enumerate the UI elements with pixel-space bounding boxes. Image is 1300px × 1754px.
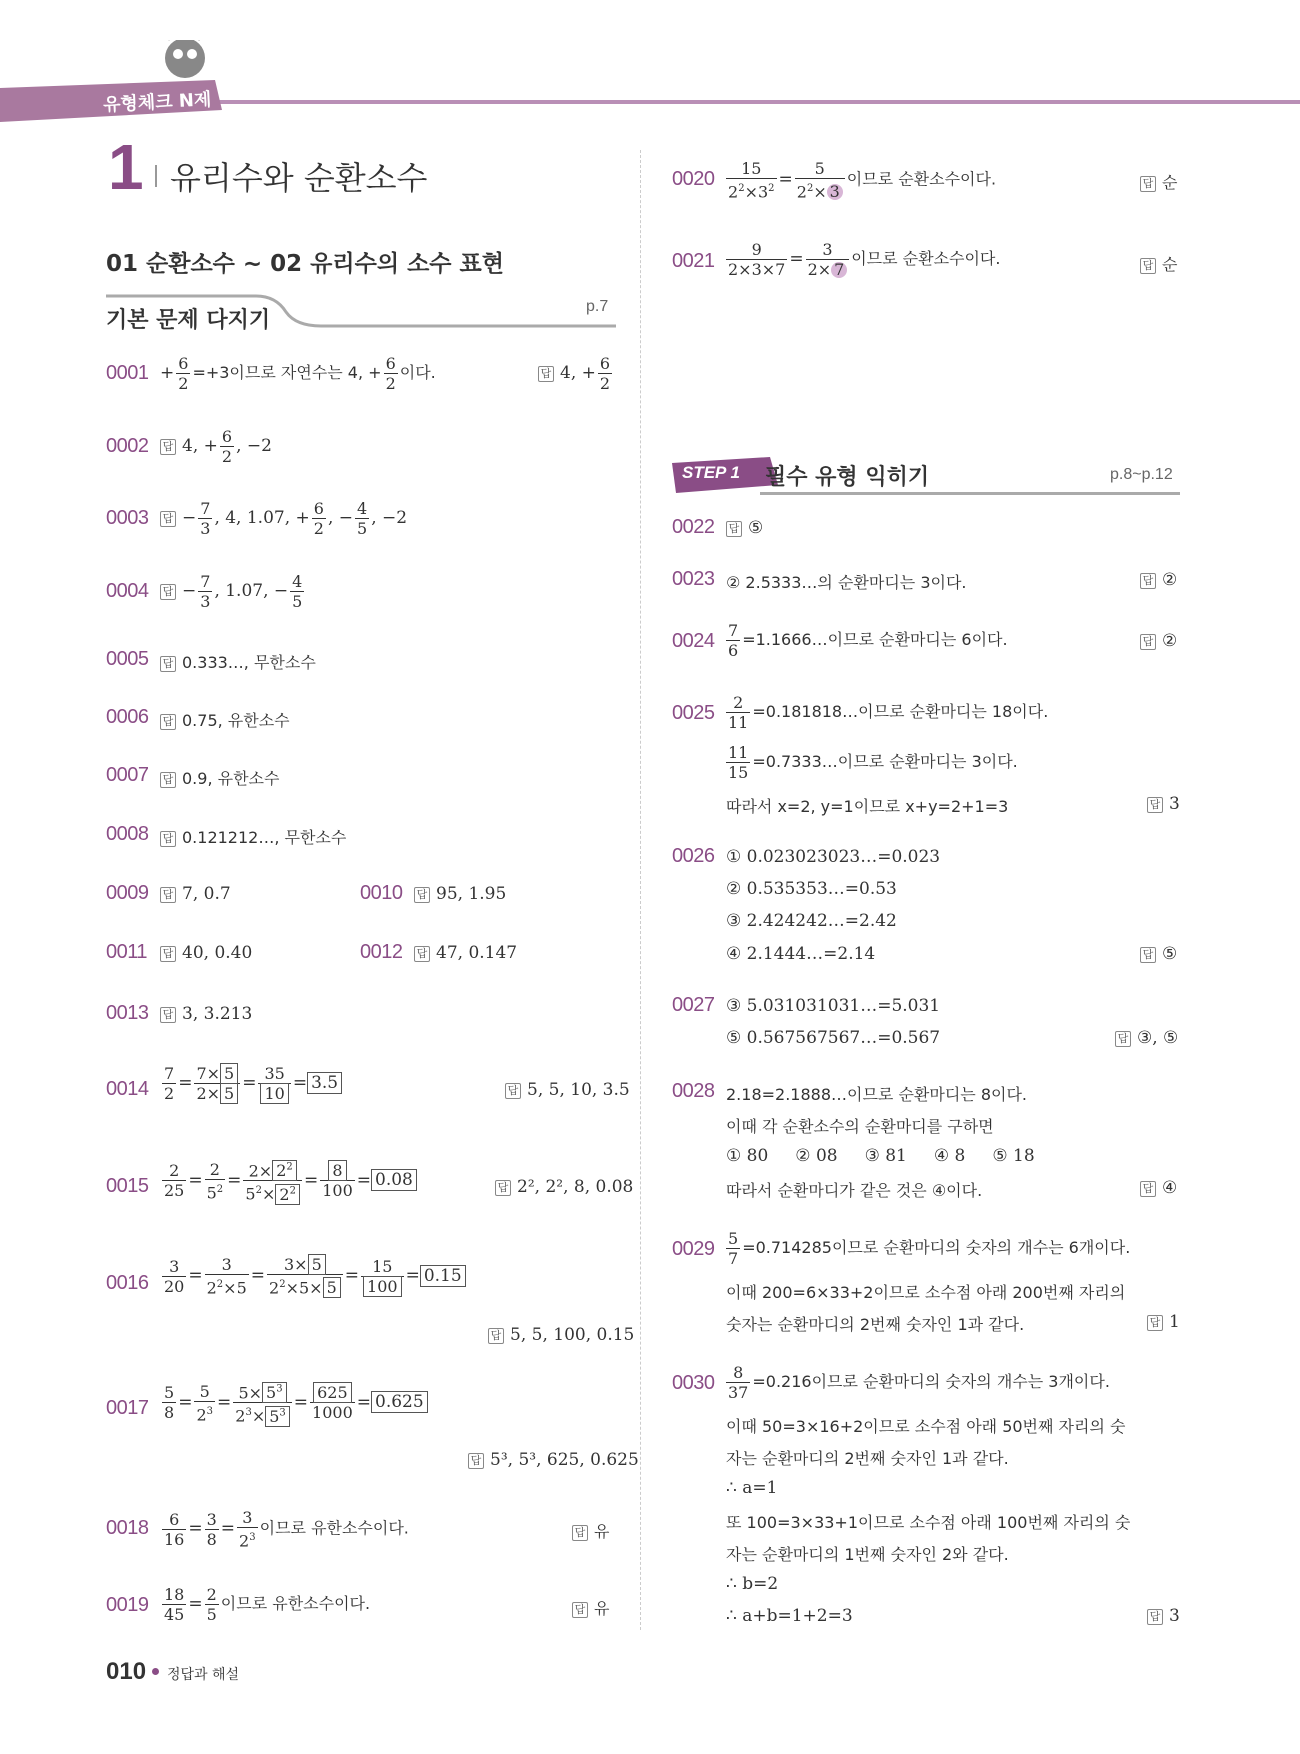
- p0028-ans: ④: [1162, 1178, 1178, 1198]
- p0002-a: 4, +: [182, 436, 218, 456]
- problem-number: 0007: [106, 764, 149, 786]
- problem-number: 0018: [106, 1517, 149, 1539]
- answer-mark: 답: [572, 1602, 588, 1618]
- problem-number: 0006: [106, 706, 149, 728]
- problem-0030-line6: 자는 순환마디의 1번째 숫자인 2와 같다.: [726, 1545, 1009, 1564]
- basic-page: p.7: [586, 298, 609, 315]
- p0022-ans: ⑤: [748, 518, 764, 538]
- problem-0030-line1: $\frac{8}{37}$ =0.216이므로 순환마디의 숫자의 개수는 3개이다.: [728, 1363, 1110, 1402]
- problem-0030-line5: 또 100=3×33+1이므로 소수점 아래 100번째 자리의 숫: [726, 1513, 1131, 1532]
- problem-0025-line3: 따라서 x=2, y=1이므로 x+y=2+1=3: [726, 797, 1009, 816]
- answer-mark: 답: [1147, 1609, 1163, 1625]
- p0011-text: 40, 0.40: [182, 943, 253, 963]
- problem-0026-answer: [1140, 944, 1177, 964]
- p0015-ans: 2², 2², 8, 0.08: [517, 1177, 634, 1197]
- answer-mark: 답: [495, 1180, 511, 1196]
- p0001-tail: 이다.: [399, 363, 436, 382]
- p0009-text: 7, 0.7: [182, 884, 231, 904]
- problem-0015-answer: [495, 1177, 633, 1197]
- answer-mark: 답: [1115, 1031, 1131, 1047]
- problem-0030-line2: 이때 50=3×16+2이므로 소수점 아래 50번째 자리의 숫: [726, 1417, 1126, 1436]
- problem-0021-body: $\frac{9}{2\times 3\times 7}$ = $\frac{3}{2\times 7}$ 이므로 순환소수이다.: [728, 240, 1001, 279]
- problem-0004-body: 답 − $\frac{7}{3}$ , 1.07, − $\frac{4}{5}$: [160, 572, 306, 611]
- p0025-ans: 3: [1169, 794, 1180, 814]
- problem-0026-line4: ④ 2.1444…=2.14: [726, 944, 876, 964]
- problem-number: 0009: [106, 882, 149, 904]
- problem-number: 0027: [672, 994, 715, 1016]
- problem-0027-line2: ⑤ 0.567567567…=0.567: [726, 1028, 941, 1048]
- problem-number: 0029: [672, 1238, 715, 1260]
- p0017-ans: 5³, 5³, 625, 0.625: [490, 1450, 639, 1470]
- problem-number: 0024: [672, 630, 715, 652]
- problem-0013-body: [160, 1004, 252, 1024]
- p0001-text: =+3이므로 자연수는 4, +: [192, 363, 382, 382]
- p0003-d: , −2: [371, 508, 408, 528]
- p0024-ans: ②: [1162, 631, 1178, 651]
- step-title: 필수 유형 익히기: [765, 465, 930, 490]
- header-tag: 유형체크 N제: [102, 89, 212, 116]
- answer-mark: 답: [1140, 176, 1156, 192]
- step-page: p.8~p.12: [1110, 466, 1173, 483]
- problem-0028-answer: [1140, 1178, 1177, 1198]
- problem-0002-body: 답 4, + $\frac{6}{2}$ , −2: [160, 427, 272, 466]
- problem-number: 0001: [106, 362, 149, 384]
- problem-number: 0014: [106, 1078, 149, 1100]
- problem-0024-answer: [1140, 631, 1177, 651]
- p0008-text: 0.121212…, 무한소수: [182, 828, 347, 847]
- problem-0028-line1: 2.18=2.1888…이므로 순환마디는 8이다.: [726, 1085, 1028, 1104]
- p0019-text: 이므로 유한소수이다.: [220, 1594, 371, 1613]
- p0006-text: 0.75, 유한소수: [182, 711, 290, 730]
- p0012-text: 47, 0.147: [436, 943, 518, 963]
- answer-mark: 답: [1140, 634, 1156, 650]
- problem-0017-body: $\frac{5}{8}$ = $\frac{5}{2^3}$ = $\frac{5\times 5^3}{2^3\times 5^3}$ = $\frac{625}{1000}$ = 0.625: [160, 1380, 428, 1426]
- answer-mark: 답: [414, 946, 430, 962]
- p0001-ans: 4, +: [560, 363, 596, 383]
- problem-0029-answer: [1147, 1312, 1180, 1332]
- p0030-ans: 3: [1169, 1606, 1180, 1626]
- p0029-ans: 1: [1169, 1312, 1180, 1332]
- p0025-l1: =0.181818…이므로 순환마디는 18이다.: [752, 702, 1049, 721]
- problem-number: 0012: [360, 941, 403, 963]
- step-underline: [760, 492, 1180, 495]
- problem-0024-body: $\frac{7}{6}$ =1.1666…이므로 순환마디는 6이다.: [728, 621, 1008, 660]
- problem-0027-line1: ③ 5.031031031…=5.031: [726, 996, 941, 1016]
- problem-0025-line1: $\frac{2}{11}$ =0.181818…이므로 순환마디는 18이다.: [728, 693, 1049, 732]
- problem-0011-body: [160, 943, 252, 963]
- problem-number: 0025: [672, 702, 715, 724]
- problem-number: 0021: [672, 250, 715, 272]
- problem-0008-body: [160, 825, 346, 848]
- problem-0015-body: $\frac{2}{25}$ = $\frac{2}{5^2}$ = $\frac{2\times 2^2}{5^2\times 2^2}$ = $\frac{8}{100}$ = 0.08: [160, 1158, 417, 1204]
- problem-0018-body: $\frac{6}{16}$ = $\frac{3}{8}$ = $\frac{3}{2^3}$ 이므로 유한소수이다.: [164, 1508, 409, 1551]
- answer-mark: 답: [160, 714, 176, 730]
- footer-bullet: [152, 1668, 159, 1675]
- problem-number: 0016: [106, 1272, 149, 1294]
- p0014-ans: 5, 5, 10, 3.5: [527, 1080, 630, 1100]
- answer-mark: 답: [1140, 1181, 1156, 1197]
- problem-number: 0002: [106, 435, 149, 457]
- problem-0030-answer: [1147, 1606, 1180, 1626]
- p0003-c: , −: [327, 508, 354, 528]
- answer-mark: 답: [160, 887, 176, 903]
- p0020-ans: 순: [1162, 173, 1178, 192]
- problem-0001-body: + $\frac{6}{2}$ =+3이므로 자연수는 4, + $\frac{6}{2}$ 이다.: [160, 354, 436, 393]
- answer-mark: 답: [160, 656, 176, 672]
- problem-number: 0030: [672, 1372, 715, 1394]
- answer-mark: 답: [414, 887, 430, 903]
- problem-0028-line4: 따라서 순환마디가 같은 것은 ④이다.: [726, 1181, 983, 1200]
- p0018-text: 이므로 유한소수이다.: [259, 1518, 409, 1538]
- footer-label: 정답과 해설: [167, 1667, 240, 1683]
- problem-0026-line3: ③ 2.424242…=2.42: [726, 911, 897, 931]
- p0013-text: 3, 3.213: [182, 1004, 253, 1024]
- answer-mark: 답: [160, 439, 176, 455]
- problem-number: 0010: [360, 882, 403, 904]
- section-title: 01 순환소수 ~ 02 유리수의 소수 표현: [106, 251, 504, 277]
- problem-number: 0005: [106, 648, 149, 670]
- chapter-title: 유리수와 순환소수: [170, 159, 428, 197]
- problem-0021-answer: [1140, 252, 1177, 275]
- answer-mark: 답: [505, 1083, 521, 1099]
- problem-0029-line3: 숫자는 순환마디의 2번째 숫자인 1과 같다.: [726, 1315, 1025, 1334]
- problem-number: 0011: [106, 941, 148, 963]
- p0007-text: 0.9, 유한소수: [182, 769, 280, 788]
- problem-0014-answer: [505, 1080, 630, 1100]
- problem-0016-answer: [488, 1325, 634, 1345]
- problem-number: 0013: [106, 1002, 149, 1024]
- problem-0026-line2: ② 0.535353…=0.53: [726, 879, 897, 899]
- problem-0007-body: [160, 766, 279, 789]
- problem-0025-answer: [1147, 794, 1180, 814]
- p0016-ans: 5, 5, 100, 0.15: [510, 1325, 635, 1345]
- step-badge: STEP 1: [682, 463, 740, 482]
- chapter-divider: [155, 165, 157, 187]
- p0026-ans: ⑤: [1162, 944, 1178, 964]
- problem-0030-line3: 자는 순환마디의 2번째 숫자인 1과 같다.: [726, 1449, 1009, 1468]
- problem-0014-body: $\frac{7}{2}$ = $\frac{7\times 5}{2\times 5}$ = $\frac{35}{10}$ = 3.5: [160, 1064, 342, 1103]
- answer-mark: 답: [160, 584, 176, 600]
- problem-0023-answer: [1140, 570, 1177, 590]
- answer-mark: 답: [468, 1453, 484, 1469]
- problem-0029-line1: $\frac{5}{7}$ =0.714285이므로 순환마디의 숫자의 개수는 6개이다.: [728, 1229, 1131, 1268]
- problem-number: 0020: [672, 168, 715, 190]
- problem-0001-answer: 답 4, + $\frac{6}{2}$: [538, 354, 614, 393]
- problem-0026-line1: ① 0.023023023…=0.023: [726, 847, 941, 867]
- problem-0023-body: ② 2.5333…의 순환마디는 3이다.: [726, 573, 967, 592]
- footer-page-number: 010: [106, 1658, 147, 1685]
- p0003-b: , 4, 1.07, +: [214, 508, 310, 528]
- p0004-a: −: [182, 581, 197, 601]
- column-divider: [640, 150, 641, 1630]
- answer-mark: 답: [160, 946, 176, 962]
- p0020-text: 이므로 순환소수이다.: [846, 169, 997, 189]
- problem-0030-line4: ∴ a=1: [726, 1478, 778, 1498]
- p0002-b: , −2: [236, 436, 272, 456]
- p0025-l2: =0.7333…이므로 순환마디는 3이다.: [752, 752, 1018, 771]
- p0023-ans: ②: [1162, 570, 1178, 590]
- answer-mark: 답: [1140, 258, 1156, 274]
- p0019-ans: 유: [594, 1599, 610, 1618]
- p0021-ans: 순: [1162, 255, 1178, 274]
- answer-mark: 답: [1147, 797, 1163, 813]
- p0021-text: 이므로 순환소수이다.: [851, 249, 1001, 268]
- problem-0019-body: $\frac{18}{45}$ = $\frac{2}{5}$ 이므로 유한소수이다.: [164, 1585, 371, 1624]
- answer-mark: 답: [538, 366, 554, 382]
- problem-number: 0008: [106, 823, 149, 845]
- answer-mark: 답: [488, 1328, 504, 1344]
- p0005-text: 0.333…, 무한소수: [182, 653, 316, 672]
- problem-number: 0015: [106, 1175, 149, 1197]
- problem-0030-line8: ∴ a+b=1+2=3: [726, 1606, 853, 1626]
- problem-0012-body: [414, 943, 517, 963]
- problem-number: 0019: [106, 1594, 149, 1616]
- problem-number: 0003: [106, 507, 149, 529]
- problem-0025-line2: $\frac{11}{15}$ =0.7333…이므로 순환마디는 3이다.: [728, 743, 1018, 782]
- problem-number: 0023: [672, 568, 715, 590]
- answer-mark: 답: [160, 1007, 176, 1023]
- answer-mark: 답: [160, 511, 176, 527]
- problem-0028-line3: ① 80 ② 08 ③ 81 ④ 8 ⑤ 18: [726, 1146, 1035, 1166]
- problem-0029-line2: 이때 200=6×33+2이므로 소수점 아래 200번째 자리의: [726, 1283, 1126, 1302]
- problem-number: 0028: [672, 1080, 715, 1102]
- p0010-text: 95, 1.95: [436, 884, 507, 904]
- basic-title: 기본 문제 다지기: [106, 308, 271, 333]
- answer-mark: 답: [1140, 947, 1156, 963]
- problem-0018-answer: [572, 1519, 609, 1542]
- p0018-ans: 유: [594, 1522, 610, 1541]
- answer-mark: 답: [1147, 1315, 1163, 1331]
- problem-number: 0022: [672, 516, 715, 538]
- answer-mark: 답: [572, 1525, 588, 1541]
- p0027-ans: ③, ⑤: [1137, 1028, 1179, 1048]
- problem-number: 0026: [672, 845, 715, 867]
- p0024-text: =1.1666…이므로 순환마디는 6이다.: [742, 630, 1008, 649]
- answer-mark: 답: [726, 521, 742, 537]
- problem-0020-body: $\frac{15}{2^2\times 3^2}$ = $\frac{5}{2^2\times 3}$ 이므로 순환소수이다.: [728, 159, 997, 202]
- p0030-l1: =0.216이므로 순환마디의 숫자의 개수는 3개이다.: [752, 1372, 1110, 1391]
- p0003-a: −: [182, 508, 197, 528]
- answer-mark: 답: [160, 772, 176, 788]
- answer-mark: 답: [160, 831, 176, 847]
- problem-0005-body: [160, 650, 316, 673]
- problem-0030-line7: ∴ b=2: [726, 1574, 779, 1594]
- problem-0009-body: [160, 884, 231, 904]
- problem-number: 0004: [106, 580, 149, 602]
- answer-mark: 답: [1140, 573, 1156, 589]
- problem-0006-body: [160, 708, 290, 731]
- chapter-number: 1: [108, 131, 144, 203]
- problem-number: 0017: [106, 1397, 149, 1419]
- p0029-l1: =0.714285이므로 순환마디의 숫자의 개수는 6개이다.: [742, 1238, 1131, 1257]
- problem-0022-body: [726, 518, 763, 538]
- problem-0028-line2: 이때 각 순환소수의 순환마디를 구하면: [726, 1117, 994, 1136]
- problem-0020-answer: [1140, 170, 1177, 193]
- problem-0019-answer: [572, 1596, 609, 1619]
- problem-0016-body: $\frac{3}{20}$ = $\frac{3}{2^2\times 5}$ = $\frac{3\times 5}{2^2\times 5\times 5}$ = $\frac{15}{100}$ = 0.15: [160, 1255, 466, 1297]
- problem-0010-body: [414, 884, 506, 904]
- problem-0027-answer: [1115, 1028, 1178, 1048]
- p0004-b: , 1.07, −: [214, 581, 289, 601]
- problem-0003-body: 답 − $\frac{7}{3}$ , 4, 1.07, + $\frac{6}{2}$ , − $\frac{4}{5}$ , −2: [160, 499, 407, 538]
- problem-0017-answer: [468, 1450, 639, 1470]
